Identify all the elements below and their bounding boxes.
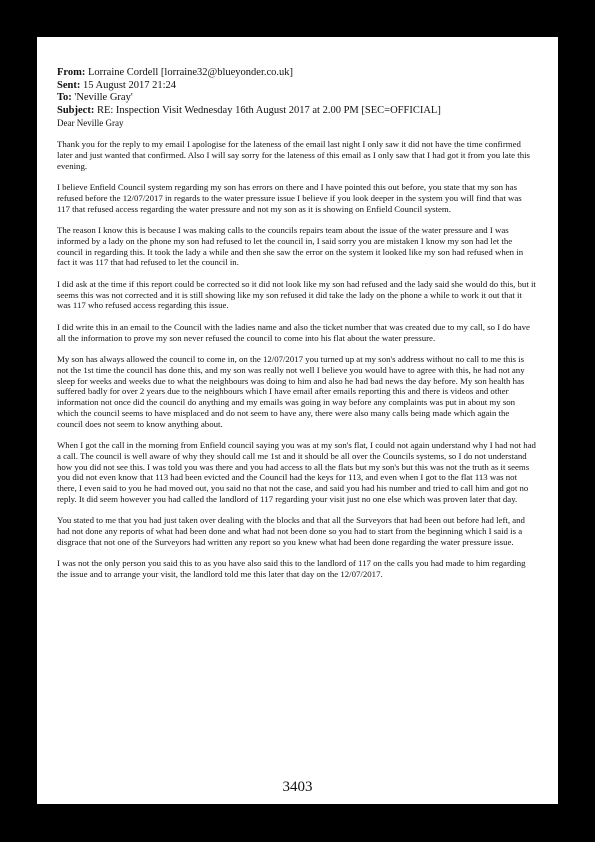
- paragraph: I did ask at the time if this report could be corrected so it did not look like my son had refused and the lady said she would do this, but it seems this was not corrected and it is still showing like my son refused it did take the lady on the phone a while to work it out that it was 117 who refused access regarding this issue.: [57, 278, 536, 311]
- paragraph: My son has always allowed the council to come in, on the 12/07/2017 you turned up at my son's address without no call to me this is not the 1st time the council has done this, and my son was really not well I believe you would have to agree with this, he had not any sleep for weeks and weeks due to what the neighbours was doing to him and also he had bad news the day before. My son health has suffered badly for over 2 years due to the neighbours which I have email after emails reporting this and there is videos and other information not once did the council do anything and my emails was going in way before any complaints was put in about my son which the council seems to have misplaced and do not seem to have any, there were also many calls being made which again the council does not seem to know anything about.: [57, 353, 525, 429]
- to-value: 'Neville Gray': [74, 92, 133, 103]
- from-value: Lorraine Cordell [lorraine32@blueyonder.co.uk]: [88, 67, 294, 78]
- paragraph: Thank you for the reply to my email I apologise for the lateness of the email last night I only saw it did not have the time confirmed later and just wanted that confirmed. Also I will say sorry for the lateness of this email as I only saw that I had got it from you late this evening.: [57, 139, 530, 171]
- sent-line: [57, 80, 536, 93]
- paragraph: I was not the only person you said this to as you have also said this to the landlord of 117 on the calls you had made to him regarding the issue and to arrange your visit, the landlord told me this later that day on the 12/07/2017.: [57, 558, 526, 580]
- salutation: Dear Neville Gray: [57, 118, 124, 128]
- subject-value: RE: Inspection Visit Wednesday 16th August 2017 at 2.00 PM [SEC=OFFICIAL]: [96, 104, 441, 116]
- sent-value: 15 August 2017 21:24: [82, 79, 177, 91]
- paragraph: I believe Enfield Council system regarding my son has errors on there and I have pointed this out before, you state that my son has refused before the 12/07/2017 in regards to the water pressure issue I believe if you look deeper in the system you will find that was 117 that refused access regarding the water pressure and not my son as it is showing on Enfield Council system.: [57, 181, 522, 214]
- page-number: 3403: [282, 779, 313, 795]
- subject-label: Subject:: [57, 104, 95, 116]
- to-line: [57, 92, 536, 105]
- from-label: From:: [57, 67, 86, 78]
- paragraph: When I got the call in the morning from Enfield council saying you was at my son's flat, I could not again understand why I had not had a call. The council is well aware of why they should call me 1st and it should be all over the Councils systems, so I do not understand how you did not see this. I was told you was there and you had access to all the flats but my son's but this was not the truth as it seems you did not even know that 113 had been evicted and the Council had the keys for 113, and even when I got to the flat 113 was not there, I even said to you he had moved out, you said no that not the case, and said you had his number and tried to call him and got no reply. It did seem however you had called the landlord of 117 regarding your visit just no one else which was proven later that day.: [57, 440, 536, 505]
- email-body: [57, 139, 536, 580]
- email-header: [57, 67, 536, 117]
- to-label: To:: [57, 92, 72, 103]
- paragraph: You stated to me that you had just taken over dealing with the blocks and that all the Surveyors that had been out before had left, and had not done any reports of what had been done and what had not been done so you had to start from the beginning which I said is a disgrace that not one of the Surveyors had written any report so you knew what had been done regarding the water pressure issue.: [57, 515, 525, 548]
- sent-label: Sent:: [57, 79, 81, 91]
- paragraph: I did write this in an email to the Council with the ladies name and also the ticket number that was created due to my call, so I do have all the information to prove my son never refused the council to come into his flat about the water pressure.: [57, 321, 530, 343]
- document-page: [37, 37, 558, 804]
- paragraph: The reason I know this is because I was making calls to the councils repairs team about the issue of the water pressure and I was informed by a lady on the phone my son had refused to let the council in, I said sorry you are mistaken I know my son had let the council in regarding this. It took the lady a while and then she saw the error on the system it looked like my son had refused when in fact it was 117 that had refused to let the council in.: [57, 224, 524, 268]
- subject-line: [57, 105, 536, 118]
- from-line: [57, 67, 536, 80]
